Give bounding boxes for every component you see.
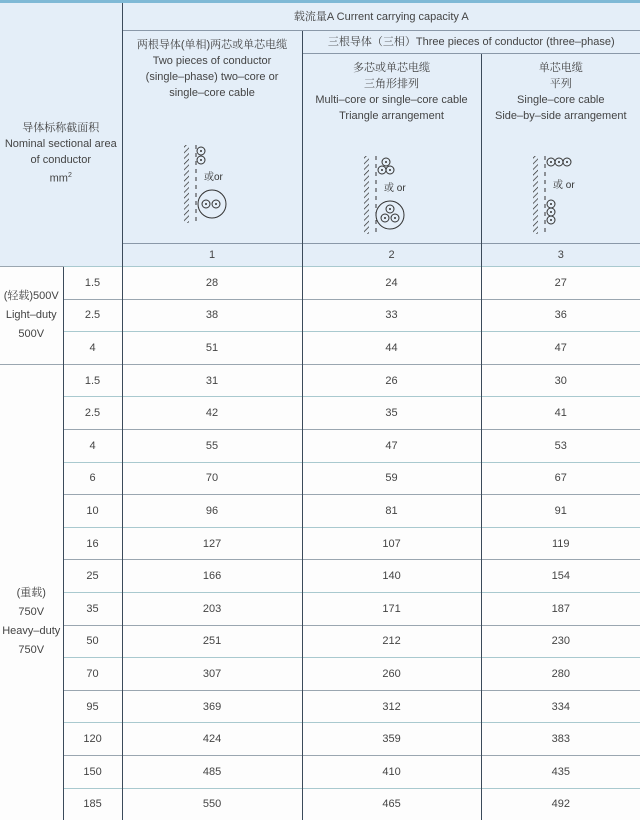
value-cell: 187 — [481, 592, 640, 625]
value-cell: 44 — [302, 332, 481, 365]
value-cell: 140 — [302, 560, 481, 593]
value-cell: 36 — [481, 299, 640, 332]
value-cell: 28 — [122, 267, 302, 300]
value-cell: 27 — [481, 267, 640, 300]
table-row — [0, 625, 640, 658]
value-cell: 166 — [122, 560, 302, 593]
table-row — [0, 267, 640, 300]
value-cell: 251 — [122, 625, 302, 658]
value-cell: 127 — [122, 527, 302, 560]
value-cell: 119 — [481, 527, 640, 560]
table-row — [0, 397, 640, 430]
col1-zh: 两根导体(单相)两芯或单芯电缆 — [136, 39, 288, 51]
value-cell: 280 — [481, 658, 640, 691]
value-cell: 424 — [122, 723, 302, 756]
value-cell: 53 — [481, 429, 640, 462]
row-header-en1: Nominal sectional area — [4, 137, 117, 150]
table-caption: 载流量A Current carrying capacity A — [122, 3, 640, 31]
area-cell: 2.5 — [63, 299, 122, 332]
value-cell: 550 — [122, 788, 302, 820]
value-cell: 410 — [302, 755, 481, 788]
area-cell: 25 — [63, 560, 122, 593]
col3-en2: Side–by–side arrangement — [495, 110, 627, 122]
area-cell: 10 — [63, 495, 122, 528]
table-row — [0, 299, 640, 332]
value-cell: 67 — [481, 462, 640, 495]
table-row — [0, 495, 640, 528]
value-cell: 154 — [481, 560, 640, 593]
value-cell: 307 — [122, 658, 302, 691]
value-cell: 24 — [302, 267, 481, 300]
value-cell: 383 — [481, 723, 640, 756]
col1-en3: single–core cable — [169, 87, 255, 99]
value-cell: 30 — [481, 364, 640, 397]
three-phase-header: 三根导体（三相）Three pieces of conductor (three–phase) — [302, 31, 640, 54]
area-cell: 150 — [63, 755, 122, 788]
row-header-cell — [0, 3, 122, 244]
value-cell: 91 — [481, 495, 640, 528]
area-cell: 50 — [63, 625, 122, 658]
col1-header — [122, 31, 302, 244]
value-cell: 230 — [481, 625, 640, 658]
value-cell: 26 — [302, 364, 481, 397]
value-cell: 465 — [302, 788, 481, 820]
col2-en2: Triangle arrangement — [339, 110, 444, 122]
col1-en1: Two pieces of conductor — [152, 55, 272, 67]
row-header-zh: 导体标称截面积 — [22, 121, 100, 134]
value-cell: 212 — [302, 625, 481, 658]
table-row — [0, 429, 640, 462]
value-cell: 171 — [302, 592, 481, 625]
value-cell: 485 — [122, 755, 302, 788]
table-row — [0, 560, 640, 593]
col2-zh1: 多芯或单芯电缆 — [353, 62, 431, 74]
table-row — [0, 658, 640, 691]
value-cell: 47 — [302, 429, 481, 462]
side-by-side-diagram-icon — [531, 154, 591, 238]
table-row — [0, 462, 640, 495]
row-header-en2: of conductor — [30, 153, 92, 166]
row-header-spacer — [0, 244, 122, 267]
value-cell: 369 — [122, 690, 302, 723]
col3-number: 3 — [481, 244, 640, 267]
two-conductor-diagram-icon — [182, 143, 242, 227]
value-cell: 70 — [122, 462, 302, 495]
col3-zh1: 单芯电缆 — [538, 62, 583, 74]
heavy-duty-group-label: (重载) 750V Heavy–duty 750V — [0, 364, 63, 820]
table-row — [0, 690, 640, 723]
value-cell: 35 — [302, 397, 481, 430]
value-cell: 435 — [481, 755, 640, 788]
value-cell: 96 — [122, 495, 302, 528]
light-duty-group-label: (轻载)500V Light–duty 500V — [0, 267, 63, 365]
value-cell: 33 — [302, 299, 481, 332]
col2-number: 2 — [302, 244, 481, 267]
value-cell: 359 — [302, 723, 481, 756]
value-cell: 31 — [122, 364, 302, 397]
value-cell: 203 — [122, 592, 302, 625]
area-cell: 95 — [63, 690, 122, 723]
value-cell: 312 — [302, 690, 481, 723]
area-cell: 2.5 — [63, 397, 122, 430]
svg-text:或or: 或or — [204, 172, 223, 183]
area-cell: 120 — [63, 723, 122, 756]
col3-header — [481, 54, 640, 244]
value-cell: 42 — [122, 397, 302, 430]
triangle-arrangement-diagram-icon — [362, 154, 422, 238]
col2-en1: Multi–core or single–core cable — [315, 94, 468, 106]
value-cell: 41 — [481, 397, 640, 430]
area-cell: 1.5 — [63, 364, 122, 397]
value-cell: 107 — [302, 527, 481, 560]
col3-zh2: 平列 — [549, 78, 572, 90]
area-cell: 70 — [63, 658, 122, 691]
area-cell: 4 — [63, 332, 122, 365]
table-row — [0, 723, 640, 756]
area-cell: 35 — [63, 592, 122, 625]
area-cell: 1.5 — [63, 267, 122, 300]
table-row — [0, 592, 640, 625]
value-cell: 334 — [481, 690, 640, 723]
col1-number: 1 — [122, 244, 302, 267]
table-row — [0, 788, 640, 820]
area-cell: 4 — [63, 429, 122, 462]
table-row — [0, 755, 640, 788]
value-cell: 38 — [122, 299, 302, 332]
current-capacity-table — [0, 3, 640, 820]
value-cell: 59 — [302, 462, 481, 495]
value-cell: 51 — [122, 332, 302, 365]
value-cell: 81 — [302, 495, 481, 528]
area-cell: 16 — [63, 527, 122, 560]
value-cell: 260 — [302, 658, 481, 691]
table-row — [0, 332, 640, 365]
area-cell: 6 — [63, 462, 122, 495]
row-header-unit: $mm^2$ — [49, 171, 72, 185]
area-cell: 185 — [63, 788, 122, 820]
col3-en1: Single–core cable — [517, 94, 605, 106]
svg-text:或 or: 或 or — [383, 183, 406, 194]
value-cell: 47 — [481, 332, 640, 365]
col2-header — [302, 54, 481, 244]
table-row — [0, 364, 640, 397]
svg-text:或 or: 或 or — [552, 180, 575, 191]
col1-en2: (single–phase) two–core or — [145, 71, 279, 83]
value-cell: 492 — [481, 788, 640, 820]
table-row — [0, 527, 640, 560]
value-cell: 55 — [122, 429, 302, 462]
col2-zh2: 三角形排列 — [364, 78, 420, 90]
